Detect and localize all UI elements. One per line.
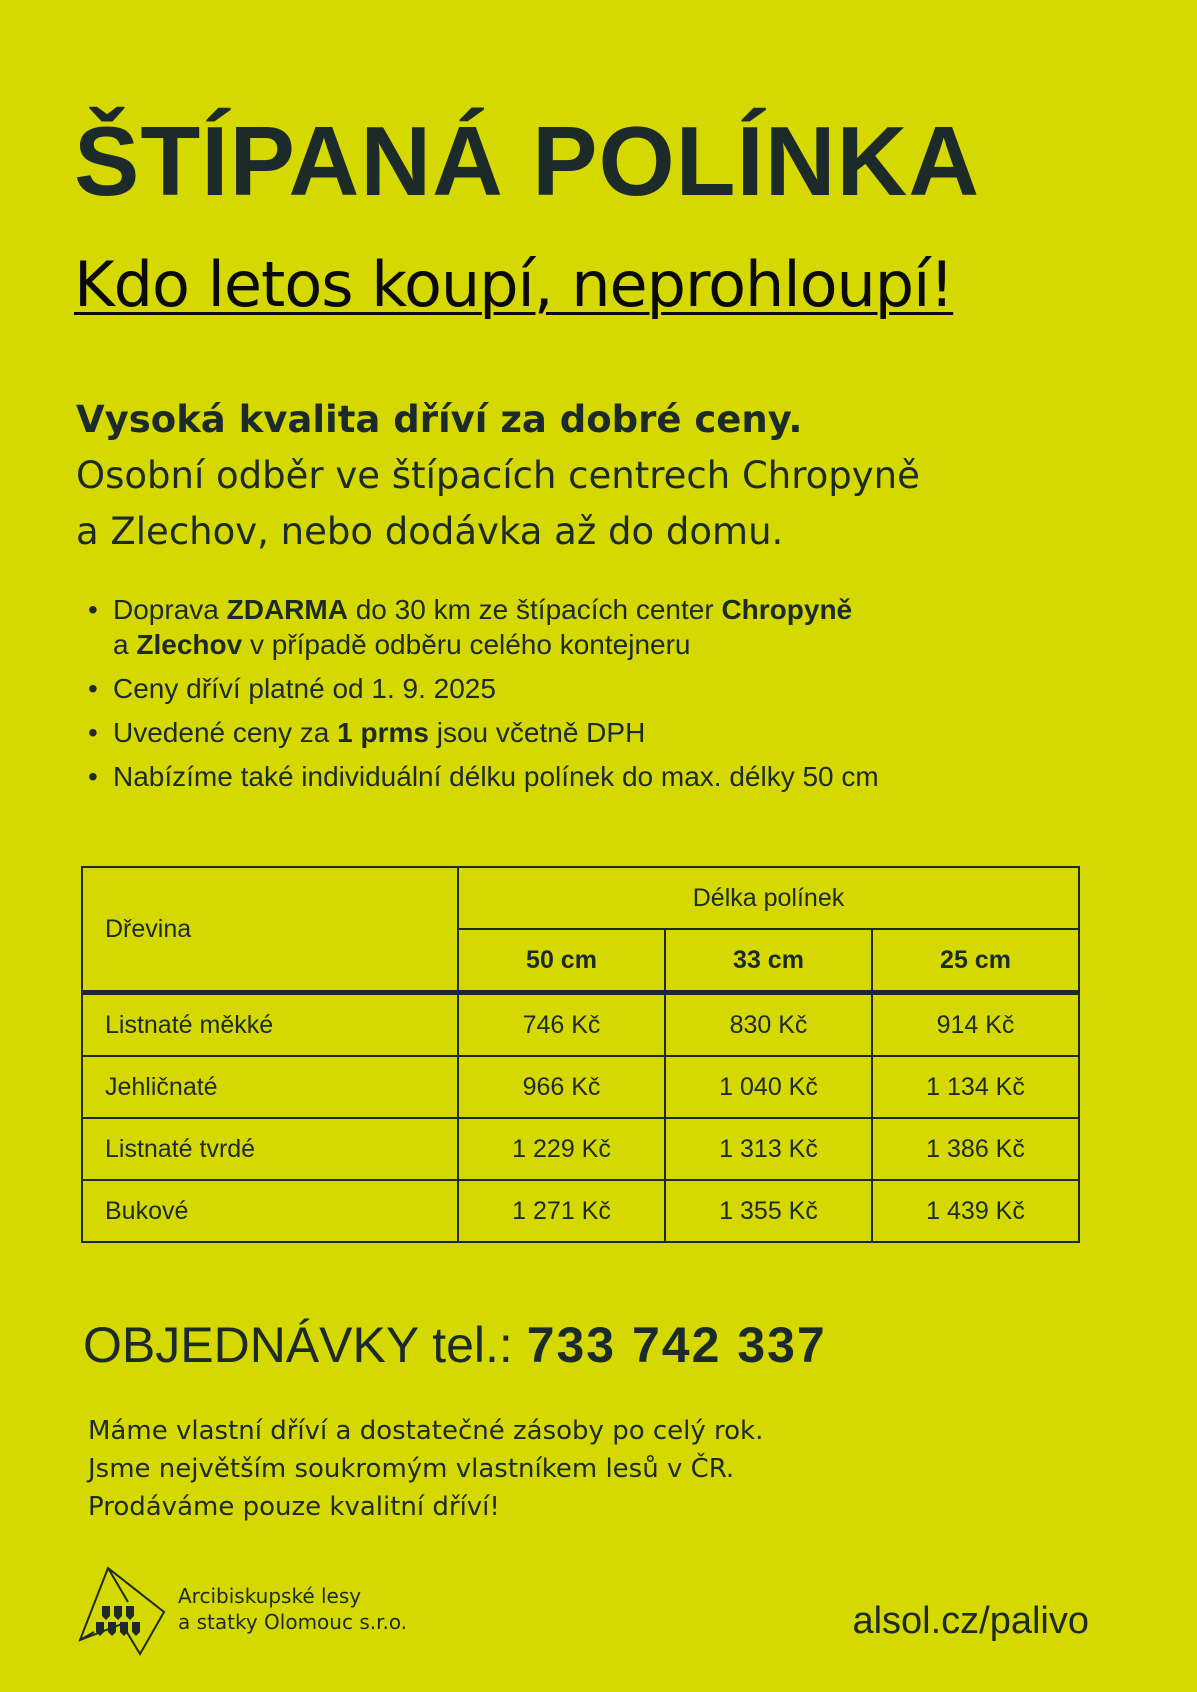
price-cell: 1 271 Kč	[458, 1180, 665, 1242]
price-cell: 1 355 Kč	[665, 1180, 872, 1242]
about-line: Prodáváme pouze kvalitní dříví!	[88, 1492, 500, 1522]
company-name	[178, 1583, 407, 1635]
bullet-custom: • Nabízíme také individuální délku polínek do max. délky 50 cm	[88, 759, 1168, 794]
header-wood: Dřevina	[82, 867, 458, 993]
order-label: OBJEDNÁVKY tel.:	[83, 1317, 527, 1373]
website-link[interactable]: alsol.cz/palivo	[852, 1600, 1089, 1642]
about-text	[88, 1412, 1088, 1526]
price-cell: 1 386 Kč	[872, 1118, 1079, 1180]
slogan: Kdo letos koupí, neprohloupí!	[74, 248, 954, 321]
price-table	[81, 866, 1080, 1243]
lead-headline: Vysoká kvalita dříví za dobré ceny.	[76, 398, 803, 441]
about-line: Jsme největším soukromým vlastníkem lesů v ČR.	[88, 1454, 735, 1484]
bullet-valid: • Ceny dříví platné od 1. 9. 2025	[88, 671, 1168, 706]
bullet-strong: Chropyně	[721, 594, 853, 625]
bullet-strong: 1 prms	[337, 717, 429, 748]
header-length-50: 50 cm	[458, 929, 665, 993]
table-header-row	[82, 867, 1079, 929]
bullet-strong: ZDARMA	[226, 594, 348, 625]
company-logo-icon	[72, 1562, 172, 1662]
about-line: Máme vlastní dříví a dostatečné zásoby po celý rok.	[88, 1416, 764, 1446]
info-bullets	[88, 592, 1168, 803]
bullet-vat	[88, 715, 1168, 750]
bullet-text: Uvedené ceny za	[113, 717, 338, 748]
price-cell: 1 040 Kč	[665, 1056, 872, 1118]
price-cell: 1 439 Kč	[872, 1180, 1079, 1242]
header-length: Délka polínek	[458, 867, 1079, 929]
order-phone: 733 742 337	[526, 1317, 827, 1373]
lead-line-1: Osobní odběr ve štípacích centrech Chropyně	[76, 454, 920, 497]
wood-name: Listnaté tvrdé	[82, 1118, 458, 1180]
bullet-text: do 30 km ze štípacích center	[347, 594, 722, 625]
bullet-strong: Zlechov	[136, 629, 243, 660]
wood-name: Listnaté měkké	[82, 993, 458, 1057]
header-length-33: 33 cm	[665, 929, 872, 993]
table-row	[82, 993, 1079, 1057]
price-cell: 1 229 Kč	[458, 1118, 665, 1180]
price-cell: 914 Kč	[872, 993, 1079, 1057]
price-cell: 966 Kč	[458, 1056, 665, 1118]
lead-line-2: a Zlechov, nebo dodávka až do domu.	[76, 510, 784, 553]
price-cell: 1 134 Kč	[872, 1056, 1079, 1118]
price-cell: 1 313 Kč	[665, 1118, 872, 1180]
table-row	[82, 1180, 1079, 1242]
bullet-text: a	[113, 629, 137, 660]
header-length-25: 25 cm	[872, 929, 1079, 993]
wood-name: Bukové	[82, 1180, 458, 1242]
lead-text	[76, 392, 1156, 560]
bullet-text: Doprava	[113, 594, 227, 625]
page-title: ŠTÍPANÁ POLÍNKA	[74, 106, 981, 216]
company-line-1: Arcibiskupské lesy	[178, 1584, 362, 1608]
bullet-text: jsou včetně DPH	[428, 717, 646, 748]
price-cell: 746 Kč	[458, 993, 665, 1057]
bullet-transport	[88, 592, 1168, 662]
order-line	[83, 1317, 827, 1373]
bullet-text: v případě odběru celého kontejneru	[242, 629, 691, 660]
table-row	[82, 1056, 1079, 1118]
table-row	[82, 1118, 1079, 1180]
wood-name: Jehličnaté	[82, 1056, 458, 1118]
price-cell: 830 Kč	[665, 993, 872, 1057]
company-line-2: a statky Olomouc s.r.o.	[178, 1610, 408, 1634]
